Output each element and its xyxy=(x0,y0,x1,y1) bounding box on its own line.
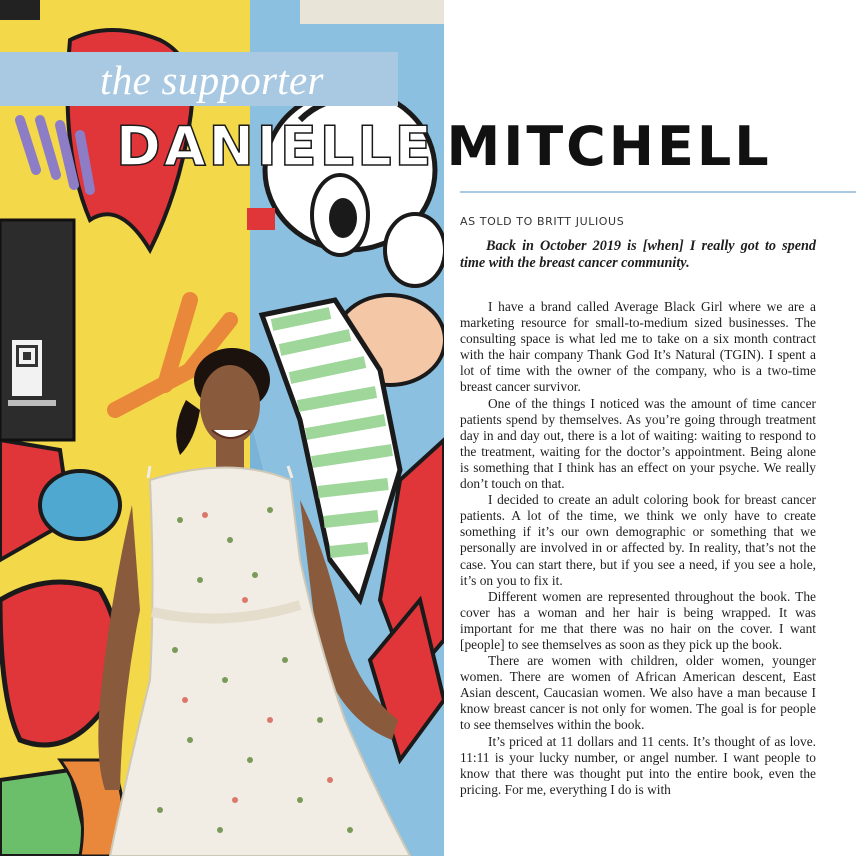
article-body xyxy=(460,238,816,798)
header-divider xyxy=(460,191,856,193)
article-paragraph: I have a brand called Average Black Girl where we are a marketing resource for small-to-medium sized businesses. The consulting space is what led me to take on a six month contract with the hair company Thank God It’s Natural (TGIN). I spent a lot of time with the owner of the company, who is a two-time breast cancer survivor. xyxy=(460,299,816,395)
article-paragraph: There are women with children, older women, younger women. There are women of African American descent, East Asian descent, Caucasian women. We also have a man because I know breast cancer is not only for women. The goal is for people to see themselves within the book. xyxy=(460,653,816,733)
article-lede: Back in October 2019 is [when] I really got to spend time with the breast cancer community. xyxy=(460,238,816,271)
article-paragraph: One of the things I noticed was the amount of time cancer patients spend by themselves. As you’re going through treatment day in and day out, there is a lot of waiting: waiting to respond to the treatment, waiting for the doctor’s appointment. Being alone is something that I think has an effect on your psyche. We really don’t touch on that. xyxy=(460,395,816,492)
first-name: DANIELLE xyxy=(116,115,435,178)
subject-name xyxy=(116,116,772,178)
article-paragraph: I decided to create an adult coloring book for breast cancer patients. A lot of the time, we think we only have to create something if it’s our own demographic or something that we personally are involved in or affected by. In reality, that’s not the case. You can start there, but if you see a need, if you see a hole, it’s on you to fix it. xyxy=(460,492,816,588)
section-kicker: the supporter xyxy=(100,57,324,103)
last-name: MITCHELL xyxy=(446,115,772,178)
article-paragraph: Different women are represented throughout the book. The cover has a woman and her hair is being wrapped. It was important for me that there was no hair on the cover. I want [people] to see themselves as soon as they pick up the book. xyxy=(460,588,816,652)
byline: AS TOLD TO BRITT JULIOUS xyxy=(460,215,625,228)
article-paragraph: It’s priced at 11 dollars and 11 cents. It’s thought of as love. 11:11 is your lucky number, or angel number. I want people to know that there was thought put into the entire book, even the pricing. For me, everything I do is with xyxy=(460,733,816,797)
